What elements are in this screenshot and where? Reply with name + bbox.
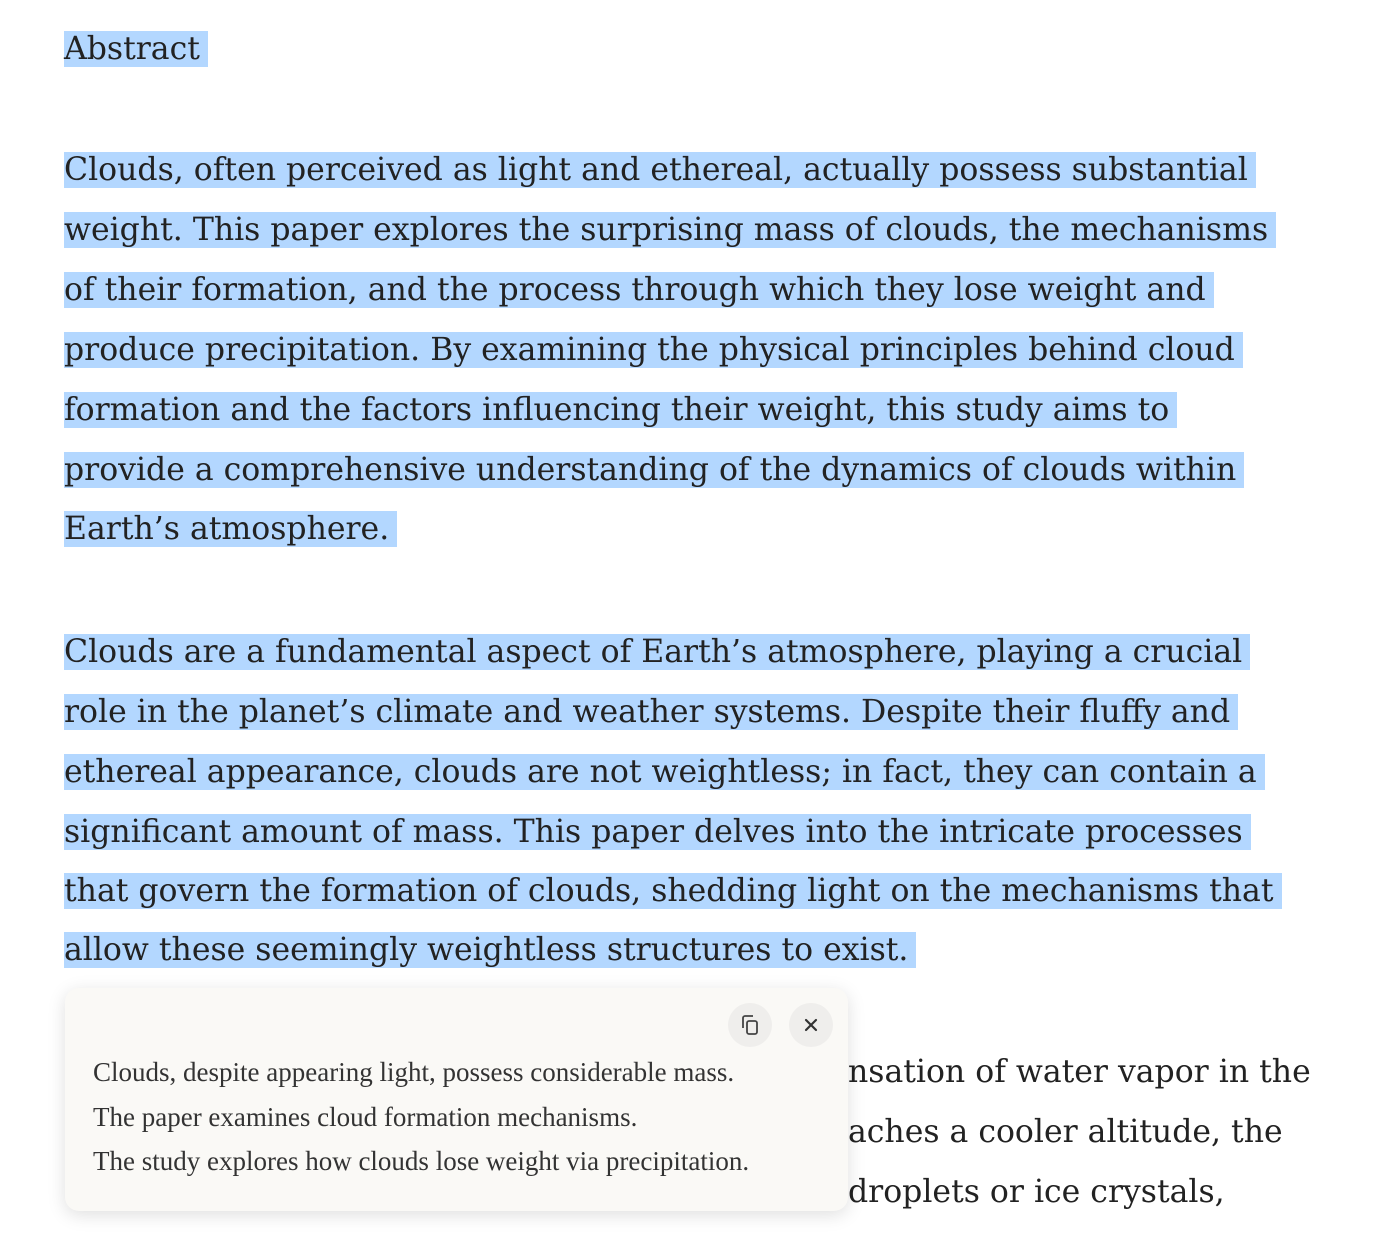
line-text: Clouds are a fundamental aspect of Earth’s atmosphere, playing a crucial <box>64 634 1250 670</box>
summary-line: The paper examines cloud formation mechanisms. <box>93 1101 638 1132</box>
summary-text <box>93 1050 749 1184</box>
summary-line: The study explores how clouds lose weight via precipitation. <box>93 1146 750 1176</box>
text-line <box>64 682 1238 742</box>
line-text: Clouds, often perceived as light and ethereal, actually possess substantial <box>64 152 1256 188</box>
copy-icon <box>737 1012 763 1038</box>
abstract-heading <box>64 19 208 79</box>
text-line <box>64 260 1214 320</box>
text-line <box>64 622 1250 682</box>
text-line-fragment: nsation of water vapor in the <box>848 1054 1311 1090</box>
text-line <box>64 320 1243 380</box>
line-text: Earth’s atmosphere. <box>64 511 397 547</box>
line-text: significant amount of mass. This paper delves into the intricate processes <box>64 814 1251 850</box>
line-text: allow these seemingly weightless structures to exist. <box>64 932 916 968</box>
text-line <box>64 440 1244 500</box>
line-text: role in the planet’s climate and weather systems. Despite their fluffy and <box>64 694 1238 730</box>
text-line <box>64 920 916 980</box>
line-text: formation and the factors influencing their weight, this study aims to <box>64 392 1177 428</box>
close-icon <box>802 1016 820 1034</box>
line-text: weight. This paper explores the surprising mass of clouds, the mechanisms <box>64 212 1276 248</box>
copy-button[interactable] <box>728 1003 772 1047</box>
summary-popup <box>65 988 848 1211</box>
summary-line: Clouds, despite appearing light, possess considerable mass. <box>93 1057 735 1087</box>
line-text: that govern the formation of clouds, shedding light on the mechanisms that <box>64 873 1282 909</box>
text-line <box>64 802 1251 862</box>
line-text: provide a comprehensive understanding of the dynamics of clouds within <box>64 452 1244 488</box>
close-button[interactable] <box>789 1003 833 1047</box>
text-line <box>64 742 1265 802</box>
text-line <box>64 499 397 559</box>
text-line-fragment: droplets or ice crystals, <box>848 1174 1225 1210</box>
line-text: produce precipitation. By examining the physical principles behind cloud <box>64 332 1243 368</box>
text-line <box>64 861 1282 921</box>
text-line-fragment: aches a cooler altitude, the <box>848 1114 1283 1150</box>
text-line <box>64 140 1256 200</box>
line-text: ethereal appearance, clouds are not weightless; in fact, they can contain a <box>64 754 1265 790</box>
text-line <box>64 380 1177 440</box>
text-line <box>64 200 1276 260</box>
heading-text: Abstract <box>64 31 208 67</box>
line-text: of their formation, and the process through which they lose weight and <box>64 272 1214 308</box>
